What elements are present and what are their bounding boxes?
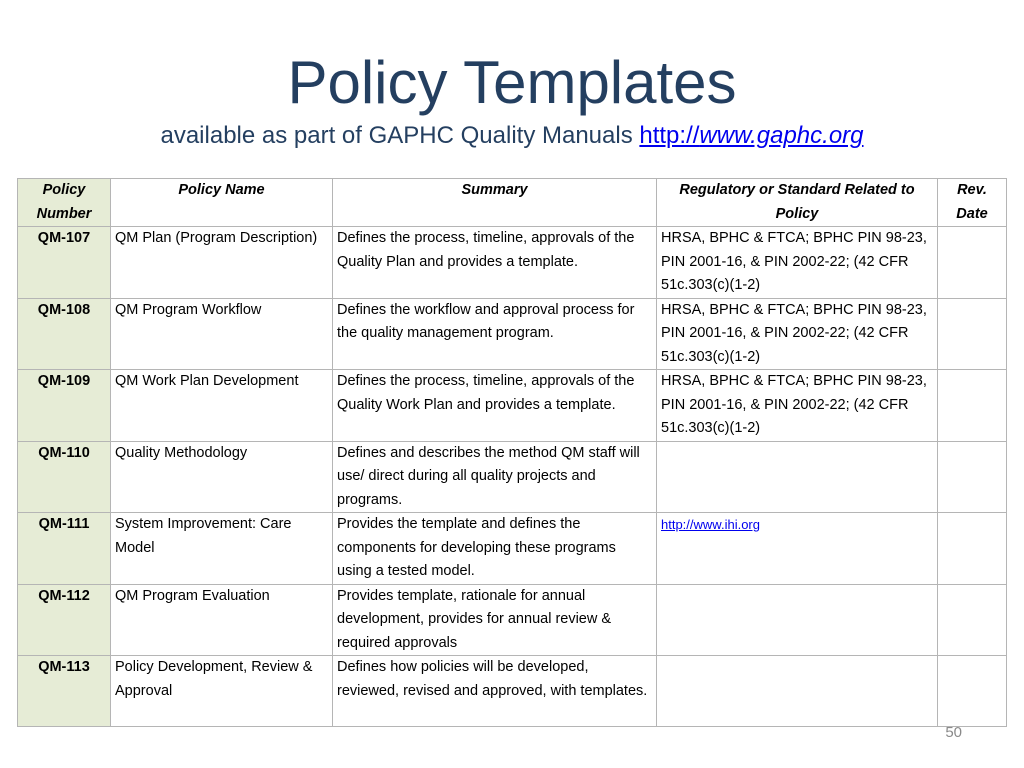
policy-name-cell: Quality Methodology xyxy=(111,441,333,513)
header-policy-number: Policy Number xyxy=(18,179,111,227)
page-number: 50 xyxy=(945,724,962,741)
rev-date-cell xyxy=(938,227,1007,299)
policy-name-cell: QM Program Evaluation xyxy=(111,584,333,656)
rev-date-cell xyxy=(938,370,1007,442)
policy-name-cell: QM Work Plan Development xyxy=(111,370,333,442)
table-row xyxy=(18,656,1007,727)
summary-cell: Defines the process, timeline, approvals of the Quality Plan and provides a template. xyxy=(333,227,657,299)
rev-date-cell xyxy=(938,513,1007,585)
policy-name-cell: QM Plan (Program Description) xyxy=(111,227,333,299)
policy-name-cell: Policy Development, Review & Approval xyxy=(111,656,333,727)
policy-number-cell: QM-108 xyxy=(18,298,111,370)
regulatory-cell xyxy=(657,441,938,513)
summary-cell: Defines and describes the method QM staff will use/ direct during all quality projects and programs. xyxy=(333,441,657,513)
policy-number-cell: QM-109 xyxy=(18,370,111,442)
gaphc-link[interactable] xyxy=(639,122,863,149)
policy-number-cell: QM-107 xyxy=(18,227,111,299)
table-row xyxy=(18,584,1007,656)
summary-cell: Defines the process, timeline, approvals of the Quality Work Plan and provides a template. xyxy=(333,370,657,442)
regulatory-cell xyxy=(657,513,938,585)
gaphc-link-host: www.gaphc.org xyxy=(699,122,864,149)
gaphc-link-prefix: http:// xyxy=(639,122,700,149)
policy-name-cell: QM Program Workflow xyxy=(111,298,333,370)
page-title: Policy Templates xyxy=(287,49,737,116)
table-row xyxy=(18,513,1007,585)
table-row xyxy=(18,298,1007,370)
regulatory-cell xyxy=(657,656,938,727)
header-rev-date: Rev. Date xyxy=(938,179,1007,227)
policy-number-cell: QM-110 xyxy=(18,441,111,513)
table-header-row xyxy=(18,179,1007,227)
summary-cell: Defines the workflow and approval process for the quality management program. xyxy=(333,298,657,370)
policy-table xyxy=(17,178,1007,727)
summary-cell: Defines how policies will be developed, reviewed, revised and approved, with templates. xyxy=(333,656,657,727)
rev-date-cell xyxy=(938,298,1007,370)
rev-date-cell xyxy=(938,584,1007,656)
summary-cell: Provides the template and defines the components for developing these programs using a tested model. xyxy=(333,513,657,585)
ihi-link[interactable]: http://www.ihi.org xyxy=(661,517,760,532)
header-summary: Summary xyxy=(333,179,657,227)
table-row xyxy=(18,227,1007,299)
table-row xyxy=(18,370,1007,442)
table-row xyxy=(18,441,1007,513)
subtitle xyxy=(0,121,1024,151)
header-regulatory: Regulatory or Standard Related to Policy xyxy=(657,179,938,227)
policy-number-cell: QM-111 xyxy=(18,513,111,585)
summary-cell: Provides template, rationale for annual development, provides for annual review & required approvals xyxy=(333,584,657,656)
regulatory-cell: HRSA, BPHC & FTCA; BPHC PIN 98-23, PIN 2001-16, & PIN 2002-22; (42 CFR 51c.303(c)(1-2) xyxy=(657,227,938,299)
rev-date-cell xyxy=(938,441,1007,513)
policy-number-cell: QM-113 xyxy=(18,656,111,727)
rev-date-cell xyxy=(938,656,1007,727)
regulatory-cell: HRSA, BPHC & FTCA; BPHC PIN 98-23, PIN 2001-16, & PIN 2002-22; (42 CFR 51c.303(c)(1-2) xyxy=(657,370,938,442)
subtitle-text: available as part of GAPHC Quality Manuals xyxy=(160,122,640,149)
policy-number-cell: QM-112 xyxy=(18,584,111,656)
policy-name-cell: System Improvement: Care Model xyxy=(111,513,333,585)
header-policy-name: Policy Name xyxy=(111,179,333,227)
regulatory-cell: HRSA, BPHC & FTCA; BPHC PIN 98-23, PIN 2001-16, & PIN 2002-22; (42 CFR 51c.303(c)(1-2) xyxy=(657,298,938,370)
regulatory-cell xyxy=(657,584,938,656)
